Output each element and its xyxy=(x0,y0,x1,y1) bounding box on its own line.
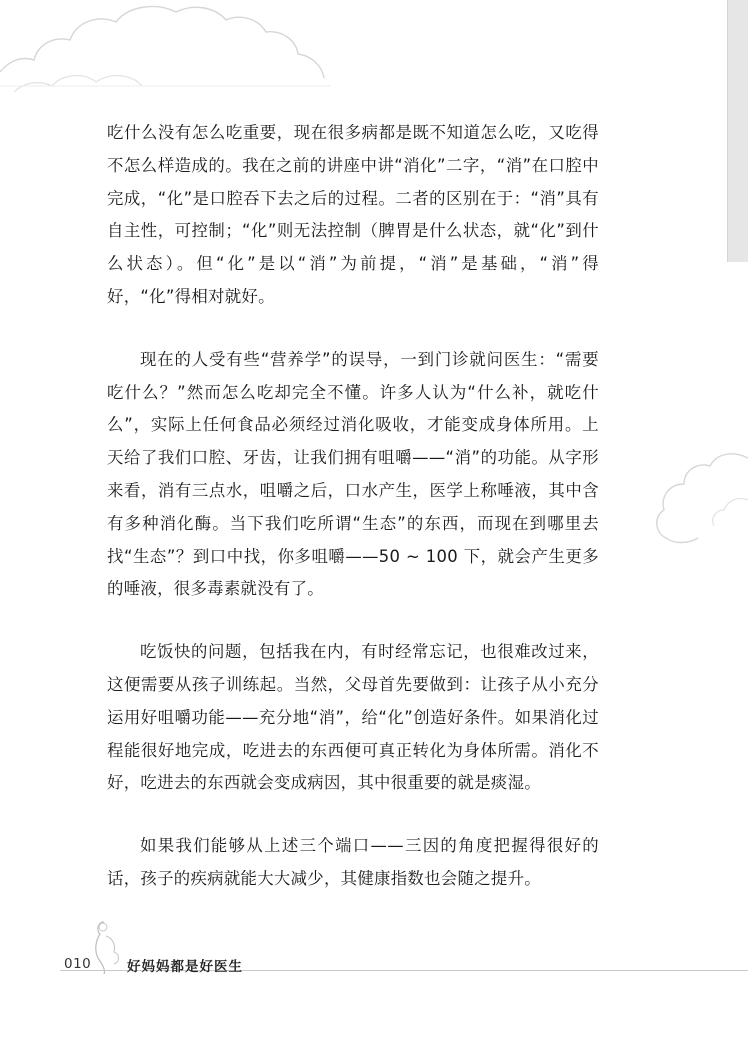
paragraph-1: 吃什么没有怎么吃重要，现在很多病都是既不知道怎么吃，又吃得不怎么样造成的。我在之前的讲座中讲“消化”二字，“消”在口腔中完成，“化”是口腔吞下去之后的过程。二者的区别在于：“消”具有自主性，可控制；“化”则无法控制（脾胃是什么状态，就“化”到什么状态）。但“化”是以“消”为前提，“消”是基础，“消”得好，“化”得相对就好。 xyxy=(107,123,599,306)
paragraph-2: 现在的人受有些“营养学”的误导，一到门诊就问医生：“需要吃什么？”然而怎么吃却完全不懂。许多人认为“什么补，就吃什么”，实际上任何食品必须经过消化吸收，才能变成身体所用。上天给了我们口腔、牙齿，让我们拥有咀嚼——“消”的功能。从字形来看，消有三点水，咀嚼之后，口水产生，医学上称唾液，其中含有多种消化酶。当下我们吃所谓“生态”的东西，而现在到哪里去找“生态”？到口中找，你多咀嚼——50 ~ 100 下，就会产生更多的唾液，很多毒素就没有了。 xyxy=(107,349,599,599)
mother-child-sketch-icon xyxy=(86,918,126,974)
book-title: 好妈妈都是好医生 xyxy=(127,959,243,975)
paragraph-4: 如果我们能够从上述三个端口——三因的角度把握得很好的话，孩子的疾病就能大大减少，其健康指数也会随之提升。 xyxy=(107,836,599,888)
page-edge-tab xyxy=(727,0,748,262)
article-body xyxy=(107,117,599,896)
cloud-top-decoration xyxy=(0,0,330,95)
cloud-right-decoration xyxy=(628,440,748,550)
paragraph-3: 吃饭快的问题，包括我在内，有时经常忘记，也很难改过来，这便需要从孩子训练起。当然，父母首先要做到：让孩子从小充分运用好咀嚼功能——充分地“消”，给“化”创造好条件。如果消化过程能很好地完成，吃进去的东西便可真正转化为身体所需。消化不好，吃进去的东西就会变成病因，其中很重要的就是痰湿。 xyxy=(107,642,599,793)
page-number: 010 xyxy=(64,956,92,972)
